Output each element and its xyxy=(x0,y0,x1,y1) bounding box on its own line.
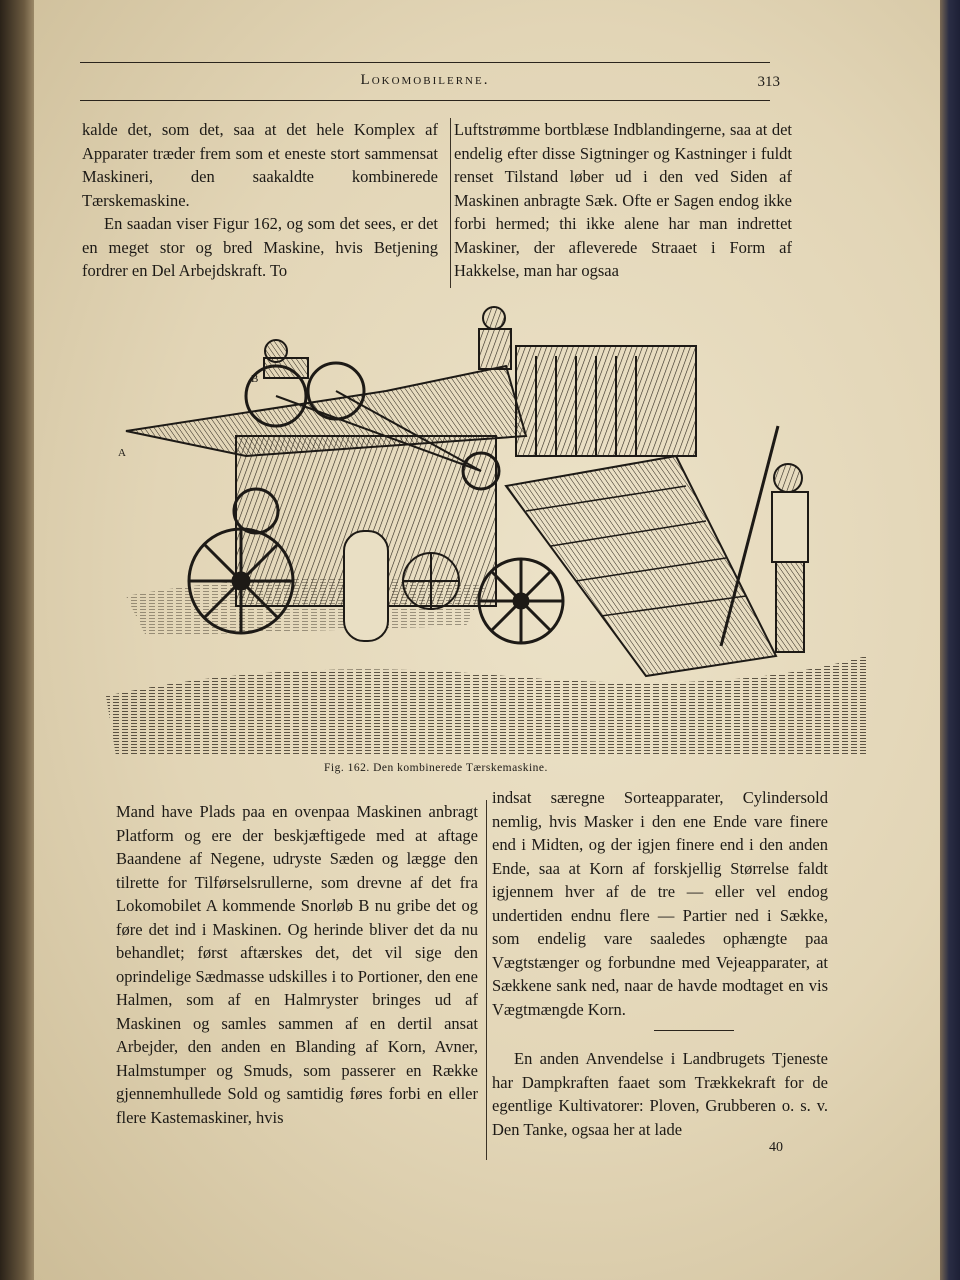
figure-caption: Fig. 162. Den kombinerede Tærskemaskine. xyxy=(324,762,548,774)
column-divider xyxy=(450,118,451,288)
signature-mark: 40 xyxy=(769,1140,783,1155)
paragraph: Luftstrømme bortblæse Indblandingerne, saa at det endelig efter disse Sigtninger og Kastninger i fuldt renset Tilstand løber ud i den ved Siden af Maskinen anbragte Sæk. Ofte er Sagen endog ikke forbi hermed; thi ikke alene har man indrettet Maskiner, der afleverede Straaet i Form af Hakkelse, man har ogsaa xyxy=(454,120,792,280)
paragraph: indsat særegne Sorteapparater, Cylindersold nemlig, hvis Masker i den ene Ende vare finere end i Midten, og der igjen finere end i den anden Ende, saa at Korn af forskjellig Størrelse faldt igjennem hver af de tre — eller vel endog undertiden endnu flere — Partier ned i Sække, som endelig vare saaledes ophængte paa Vægtstænger og forbundne med Vejeapparater, at Sækkene sank ned, naar de havde modtaget en vis Vægtmængde Korn. xyxy=(492,788,828,1019)
running-title: Lokomobilerne. xyxy=(360,72,490,88)
paragraph: En saadan viser Figur 162, og som det sees, er det en meget stor og bred Maskine, hvis Betjening fordrer en Del Arbejdskraft. To xyxy=(82,214,438,280)
engraving-illustration xyxy=(86,296,866,756)
top-left-column xyxy=(82,118,438,283)
header-rule-top xyxy=(80,62,770,63)
threshing-machine-engraving xyxy=(86,296,866,756)
book-page xyxy=(34,0,940,1280)
figure-label-b: B xyxy=(251,373,259,385)
section-rule xyxy=(654,1030,734,1031)
page-header xyxy=(80,60,780,104)
bottom-left-column xyxy=(116,800,478,1129)
paragraph: Mand have Plads paa en ovenpaa Maskinen anbragt Platform og ere der beskjæftigede med at aftage Baandene af Negene, udryste Sæden og lægge den tilrette for Tilførselsrullerne, som drevne af det fra Lokomobilet A kommende Snorløb B nu gribe det og føre det ind i Maskinen. Og herinde bliver det da nu behandlet; først aftærskes det, det vil sige den oprindelige Sædmasse udskilles i to Portioner, den ene Halmen, som af en Halmryster bringes ud af Maskinen og samles sammen af en dertil ansat Arbejder, den anden en Blanding af Korn, Avner, Halmstumper og Smuds, som passerer en Række gjennemhullede Sold og samtidig føres forbi en eller flere Kastemaskiner, hvis xyxy=(116,802,478,1127)
column-divider xyxy=(486,800,487,1160)
top-right-column xyxy=(454,118,792,283)
paragraph: kalde det, som det, saa at det hele Komplex af Apparater træder frem som et eneste stort sammensat Maskineri, den saakaldte kombinerede Tærskemaskine. xyxy=(82,120,438,210)
bottom-right-column xyxy=(492,786,828,1141)
paragraph: En anden Anvendelse i Landbrugets Tjeneste har Dampkraften faaet som Trækkekraft for de egentlige Kultivatorer: Ploven, Grubberen o. s. v. Den Tanke, ogsaa her at lade xyxy=(492,1049,828,1139)
page-number: 313 xyxy=(757,74,780,90)
book-cover-edge xyxy=(938,0,960,1280)
figure-label-a: A xyxy=(118,447,126,459)
header-rule-bottom xyxy=(80,100,770,101)
